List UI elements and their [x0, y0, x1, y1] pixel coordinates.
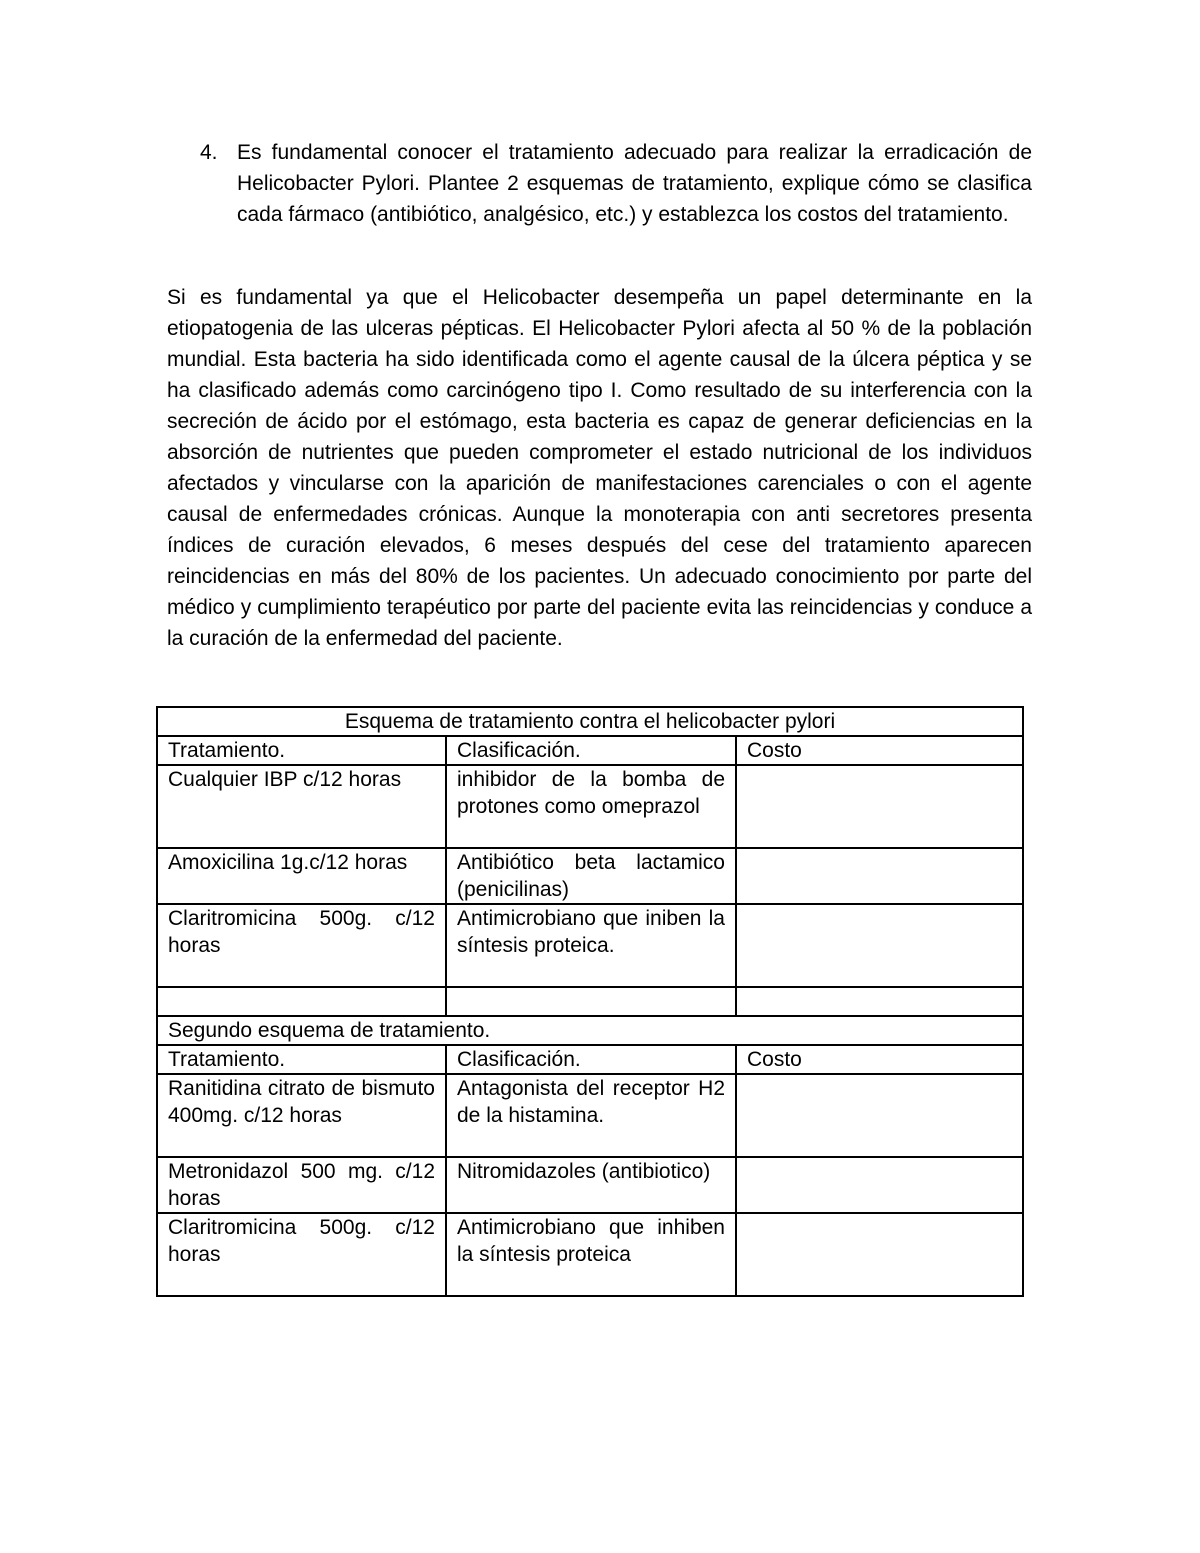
answer-paragraph: Si es fundamental ya que el Helicobacter desempeña un papel determinante en la etiopatogenia de las ulceras pépticas. El Helicobacter Pylori afecta al 50 % de la población mundial. Esta bacteria ha sido identificada como el agente causal de la úlcera péptica y se ha clasificado además como carcinógeno tipo I. Como resultado de su interferencia con la secreción de ácido por el estómago, esta bacteria es capaz de generar deficiencias en la absorción de nutrientes que pueden comprometer el estado nutricional de los individuos afectados y vincularse con la aparición de manifestaciones carenciales o con el agente causal de enfermedades crónicas. Aunque la monoterapia con anti secretores presenta índices de curación elevados, 6 meses después del cese del tratamiento aparecen reincidencias en más del 80% de los pacientes. Un adecuado conocimiento por parte del médico y cumplimiento terapéutico por parte del paciente evita las reincidencias y conduce a la curación de la enfermedad del paciente.	[167, 286, 1032, 650]
header-cost: Costo	[736, 736, 1023, 765]
table-header-row	[157, 736, 1023, 765]
treatment-cell: Metronidazol 500 mg. c/12 horas	[157, 1157, 446, 1213]
empty-row	[157, 987, 1023, 1016]
table-row	[157, 848, 1023, 904]
question-number: 4.	[200, 141, 218, 164]
empty-cell	[157, 987, 446, 1016]
header-treatment: Tratamiento.	[157, 736, 446, 765]
empty-cell	[736, 987, 1023, 1016]
treatment-cell: Amoxicilina 1g.c/12 horas	[157, 848, 446, 904]
table-row	[157, 765, 1023, 848]
classification-cell: Nitromidazoles (antibiotico)	[446, 1157, 736, 1213]
table-row	[157, 904, 1023, 987]
classification-cell: Antimicrobiano que iniben la síntesis proteica.	[446, 904, 736, 987]
table-row	[157, 1074, 1023, 1157]
question-text: Es fundamental conocer el tratamiento adecuado para realizar la erradicación de Helicobacter Pylori. Plantee 2 esquemas de tratamiento, explique cómo se clasifica cada fármaco (antibiótico, analgésico, etc.) y establezca los costos del tratamiento.	[237, 141, 1032, 226]
second-title-row	[157, 1016, 1023, 1045]
treatment-cell: Ranitidina citrato de bismuto 400mg. c/12 horas	[157, 1074, 446, 1157]
classification-cell: Antibiótico beta lactamico (penicilinas)	[446, 848, 736, 904]
treatment-cell: Cualquier IBP c/12 horas	[157, 765, 446, 848]
question-item	[200, 137, 1032, 230]
cost-cell	[736, 848, 1023, 904]
classification-cell: Antagonista del receptor H2 de la histamina.	[446, 1074, 736, 1157]
second-scheme-title: Segundo esquema de tratamiento.	[157, 1016, 1023, 1045]
treatment-table	[156, 706, 1024, 1297]
classification-cell: Antimicrobiano que inhiben la síntesis proteica	[446, 1213, 736, 1296]
header-treatment: Tratamiento.	[157, 1045, 446, 1074]
classification-cell: inhibidor de la bomba de protones como omeprazol	[446, 765, 736, 848]
header-cost: Costo	[736, 1045, 1023, 1074]
cost-cell	[736, 1213, 1023, 1296]
table-row	[157, 1213, 1023, 1296]
table-header-row	[157, 1045, 1023, 1074]
treatment-cell: Claritromicina 500g. c/12 horas	[157, 1213, 446, 1296]
header-classification: Clasificación.	[446, 1045, 736, 1074]
cost-cell	[736, 904, 1023, 987]
table-title: Esquema de tratamiento contra el helicobacter pylori	[157, 707, 1023, 736]
cost-cell	[736, 765, 1023, 848]
empty-cell	[446, 987, 736, 1016]
cost-cell	[736, 1157, 1023, 1213]
treatment-cell: Claritromicina 500g. c/12 horas	[157, 904, 446, 987]
table-title-row	[157, 707, 1023, 736]
header-classification: Clasificación.	[446, 736, 736, 765]
cost-cell	[736, 1074, 1023, 1157]
table-row	[157, 1157, 1023, 1213]
